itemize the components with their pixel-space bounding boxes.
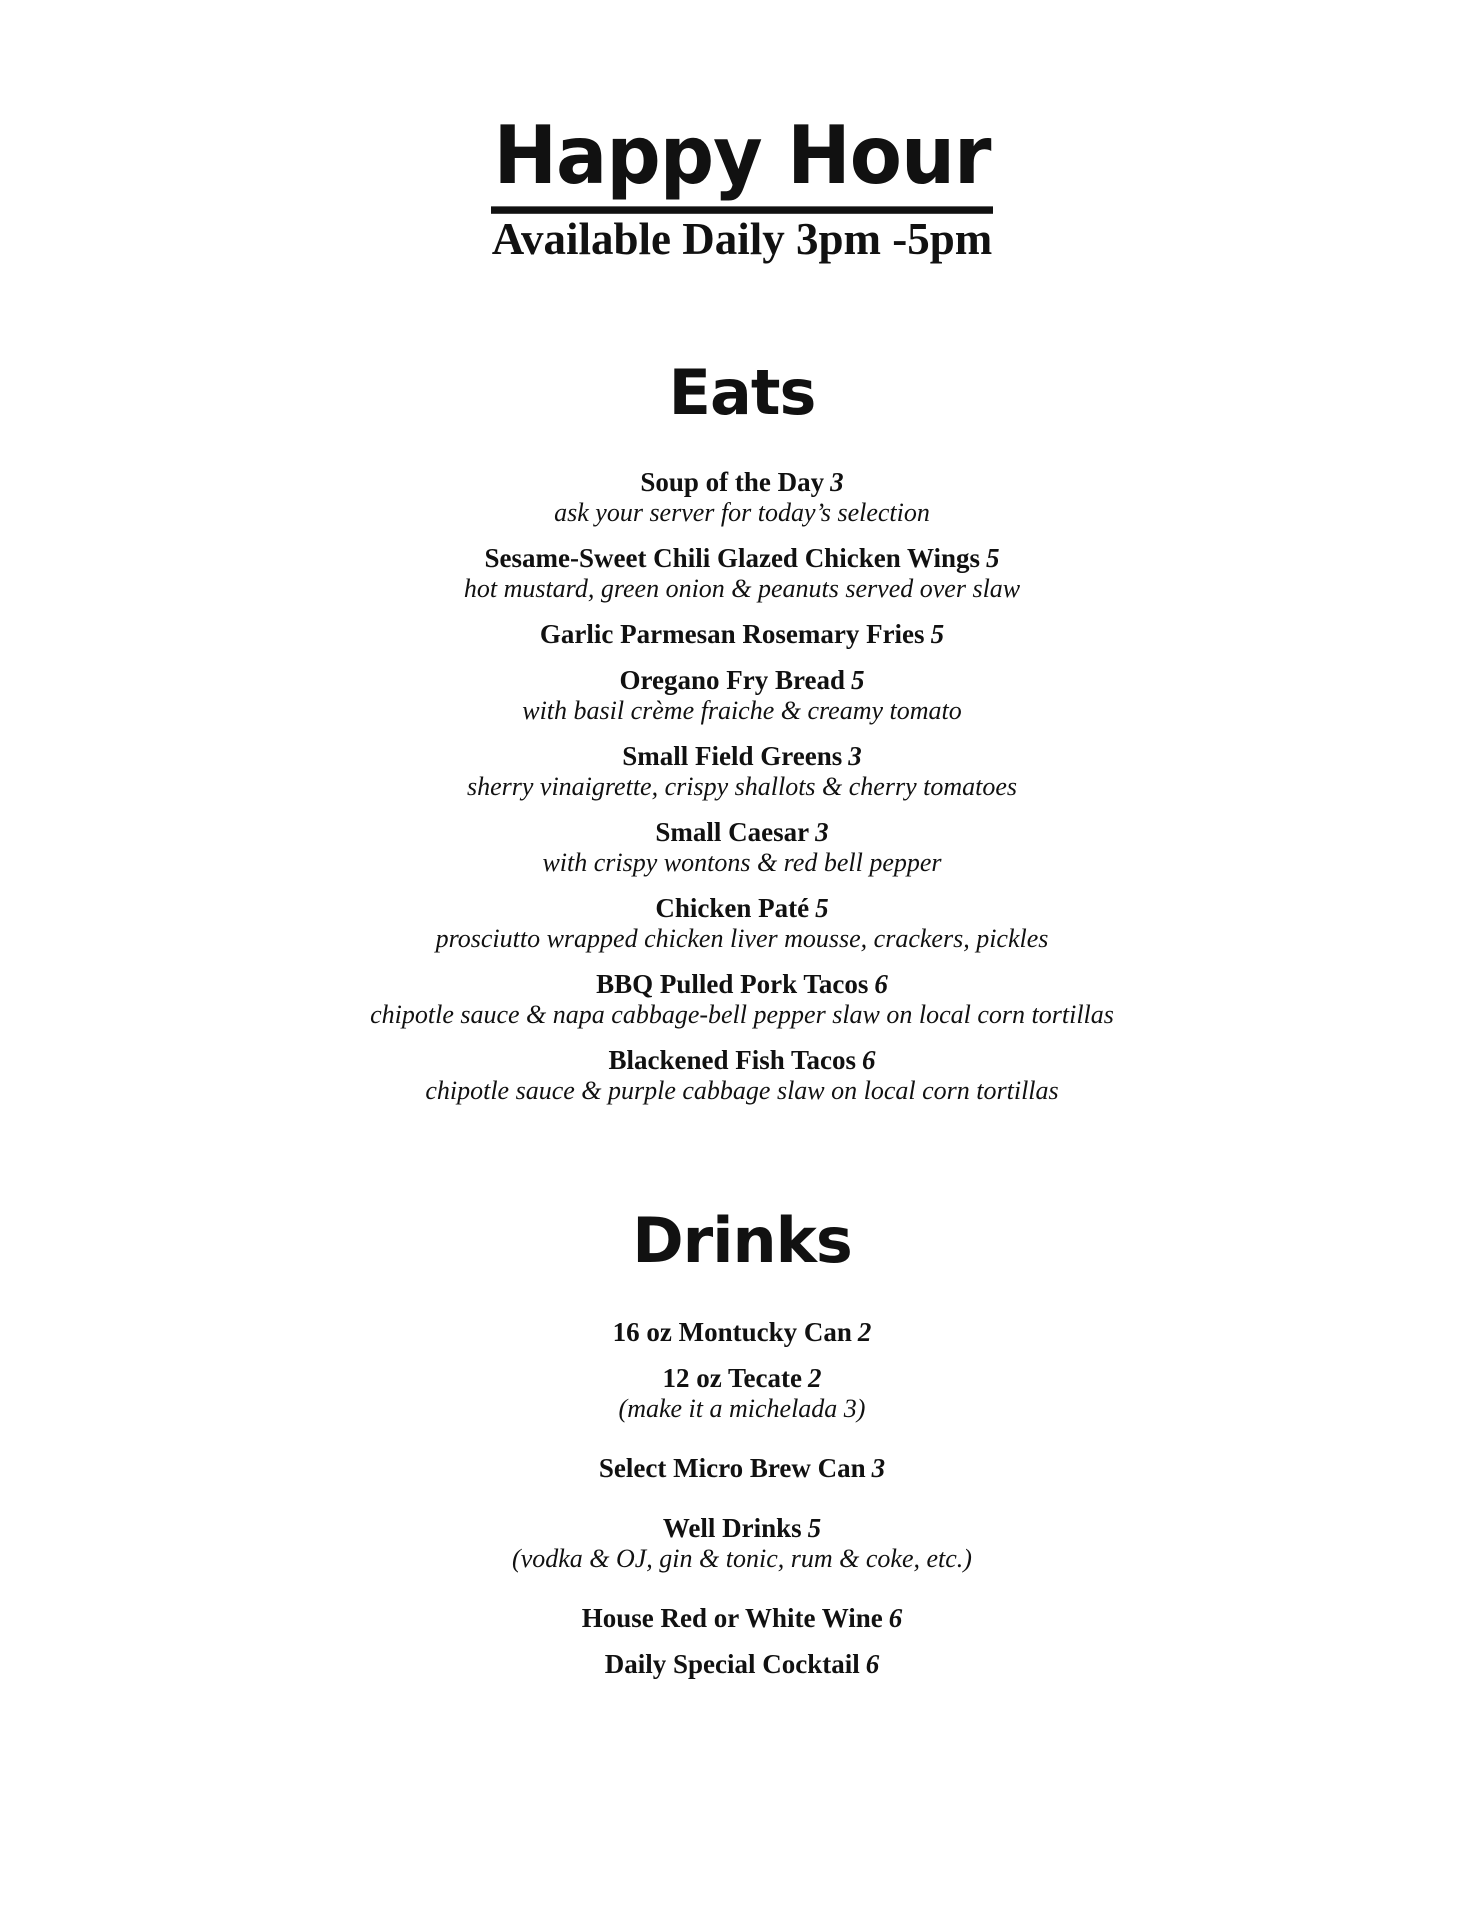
item-name: House Red or White Wine — [581, 1603, 883, 1633]
item-description: (make it a michelada 3) — [618, 1394, 866, 1423]
availability-subtitle: Available Daily 3pm -5pm — [491, 214, 993, 264]
item-description: ask your server for today’s selection — [554, 498, 930, 527]
item-price: 5 — [850, 665, 865, 695]
menu-item — [0, 1648, 1484, 1680]
item-name: Small Field Greens — [622, 741, 843, 771]
item-name: BBQ Pulled Pork Tacos — [596, 969, 869, 999]
page-title — [0, 107, 1484, 211]
item-price: 6 — [888, 1603, 903, 1633]
item-name: Garlic Parmesan Rosemary Fries — [539, 619, 925, 649]
item-name: Select Micro Brew Can — [598, 1453, 866, 1483]
menu-item — [0, 740, 1484, 802]
item-price: 3 — [815, 817, 829, 847]
item-name: Well Drinks — [662, 1513, 802, 1543]
menu-item — [0, 1452, 1484, 1484]
drinks-list — [0, 1316, 1484, 1694]
item-name: 12 oz Tecate — [662, 1363, 802, 1393]
menu-item — [0, 542, 1484, 604]
page-title-text: Happy Hour — [491, 115, 992, 214]
item-name: 16 oz Montucky Can — [612, 1317, 852, 1347]
item-price: 2 — [807, 1363, 822, 1393]
menu-item — [0, 1316, 1484, 1348]
menu-item — [0, 664, 1484, 726]
item-price: 6 — [865, 1649, 880, 1679]
item-name: Sesame-Sweet Chili Glazed Chicken Wings — [484, 543, 981, 573]
item-description: (vodka & OJ, gin & tonic, rum & coke, etc.) — [512, 1544, 972, 1573]
item-description: hot mustard, green onion & peanuts served over slaw — [463, 574, 1021, 603]
item-name: Chicken Paté — [655, 893, 810, 923]
item-price: 5 — [815, 893, 829, 923]
item-description: with crispy wontons & red bell pepper — [542, 848, 942, 877]
item-price: 3 — [848, 741, 862, 771]
item-price: 6 — [874, 969, 888, 999]
menu-item — [0, 816, 1484, 878]
item-price: 5 — [807, 1513, 822, 1543]
item-description: chipotle sauce & napa cabbage-bell pepper slaw on local corn tortillas — [370, 1000, 1114, 1029]
item-price: 3 — [871, 1453, 886, 1483]
item-name: Daily Special Cocktail — [604, 1649, 860, 1679]
item-description: sherry vinaigrette, crispy shallots & cherry tomatoes — [466, 772, 1017, 801]
item-name: Oregano Fry Bread — [619, 665, 845, 695]
item-price: 5 — [930, 619, 945, 649]
item-price: 6 — [862, 1045, 876, 1075]
menu-item — [0, 892, 1484, 954]
eats-heading: Eats — [668, 356, 816, 429]
menu-item — [0, 968, 1484, 1030]
menu-item — [0, 1512, 1484, 1574]
item-name: Small Caesar — [655, 817, 810, 847]
menu-item — [0, 1362, 1484, 1424]
menu-item — [0, 1602, 1484, 1634]
item-price: 5 — [986, 543, 1000, 573]
drinks-heading: Drinks — [632, 1204, 852, 1277]
item-name: Blackened Fish Tacos — [608, 1045, 857, 1075]
menu-item — [0, 1044, 1484, 1106]
item-price: 3 — [830, 467, 844, 497]
item-price: 2 — [857, 1317, 872, 1347]
eats-list — [0, 466, 1484, 1120]
item-description: prosciutto wrapped chicken liver mousse, crackers, pickles — [435, 924, 1049, 953]
item-name: Soup of the Day — [640, 467, 825, 497]
item-description: chipotle sauce & purple cabbage slaw on local corn tortillas — [425, 1076, 1059, 1105]
menu-item — [0, 618, 1484, 650]
item-description: with basil crème fraiche & creamy tomato — [522, 696, 962, 725]
menu-item — [0, 466, 1484, 528]
